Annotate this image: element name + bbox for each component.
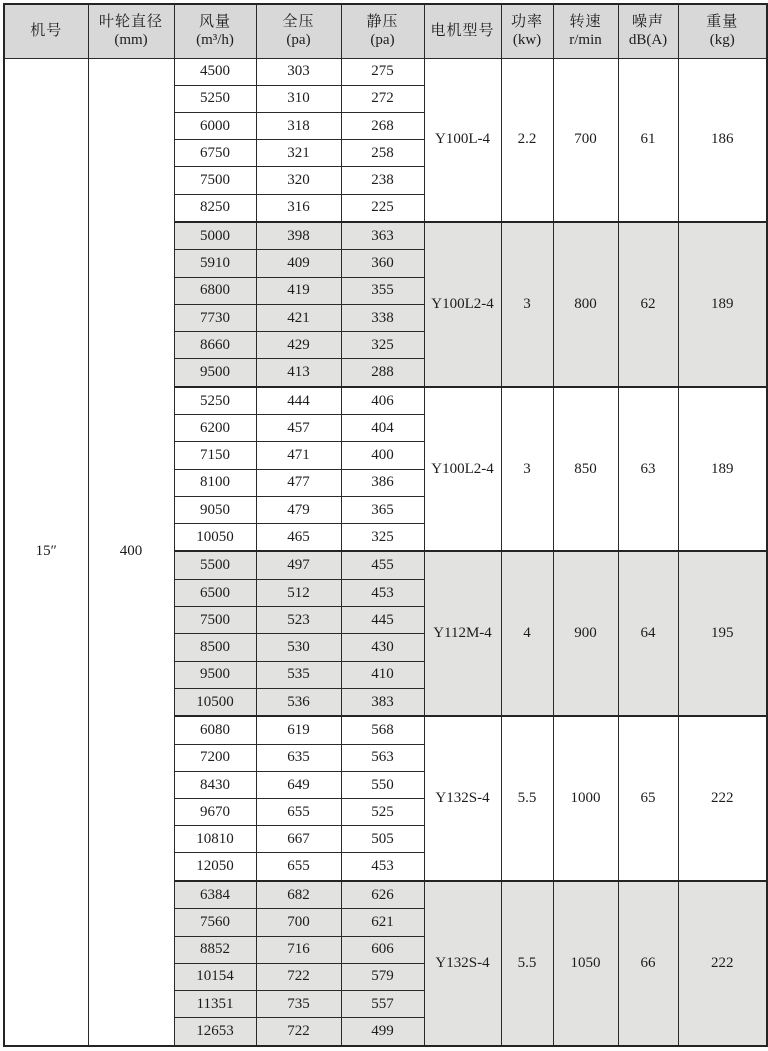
motor-model-cell: Y132S-4: [424, 881, 501, 1046]
airflow-cell: 6800: [174, 277, 256, 304]
total-pressure-cell: 320: [256, 167, 341, 194]
airflow-cell: 8250: [174, 194, 256, 222]
static-pressure-cell: 455: [341, 551, 424, 579]
static-pressure-cell: 568: [341, 716, 424, 744]
airflow-cell: 4500: [174, 58, 256, 85]
airflow-cell: 12653: [174, 1018, 256, 1046]
total-pressure-cell: 316: [256, 194, 341, 222]
total-pressure-cell: 303: [256, 58, 341, 85]
header-weight: [678, 4, 767, 58]
weight-cell: 222: [678, 716, 767, 881]
total-pressure-cell: 419: [256, 277, 341, 304]
static-pressure-cell: 238: [341, 167, 424, 194]
total-pressure-cell: 413: [256, 359, 341, 387]
machine-no-cell: 15″: [4, 58, 88, 1046]
airflow-cell: 6000: [174, 112, 256, 139]
header-label: 机号: [30, 22, 63, 39]
header-motor-model: [424, 4, 501, 58]
static-pressure-cell: 626: [341, 881, 424, 909]
airflow-cell: 6080: [174, 716, 256, 744]
static-pressure-cell: 275: [341, 58, 424, 85]
noise-cell: 65: [618, 716, 678, 881]
static-pressure-cell: 499: [341, 1018, 424, 1046]
power-cell: 4: [501, 551, 553, 716]
static-pressure-cell: 258: [341, 140, 424, 167]
static-pressure-cell: 363: [341, 222, 424, 250]
airflow-cell: 5250: [174, 387, 256, 415]
static-pressure-cell: 288: [341, 359, 424, 387]
total-pressure-cell: 398: [256, 222, 341, 250]
header-airflow: [174, 4, 256, 58]
header-unit: (m³/h): [196, 32, 234, 49]
noise-cell: 63: [618, 387, 678, 552]
airflow-cell: 12050: [174, 853, 256, 881]
airflow-cell: 5910: [174, 250, 256, 277]
noise-cell: 66: [618, 881, 678, 1046]
speed-cell: 800: [553, 222, 618, 387]
airflow-cell: 7200: [174, 744, 256, 771]
header-label: 风量: [198, 13, 231, 30]
total-pressure-cell: 429: [256, 332, 341, 359]
airflow-cell: 6384: [174, 881, 256, 909]
table-body: [4, 58, 767, 1046]
static-pressure-cell: 606: [341, 936, 424, 963]
header-label: 噪声: [631, 13, 664, 30]
header-label: 转速: [569, 13, 602, 30]
total-pressure-cell: 523: [256, 607, 341, 634]
airflow-cell: 11351: [174, 990, 256, 1017]
power-cell: 5.5: [501, 881, 553, 1046]
static-pressure-cell: 525: [341, 799, 424, 826]
total-pressure-cell: 479: [256, 496, 341, 523]
speed-cell: 1050: [553, 881, 618, 1046]
total-pressure-cell: 512: [256, 579, 341, 606]
airflow-cell: 7150: [174, 442, 256, 469]
impeller-diameter-cell: 400: [88, 58, 174, 1046]
weight-cell: 195: [678, 551, 767, 716]
header-power: [501, 4, 553, 58]
airflow-cell: 7730: [174, 304, 256, 331]
airflow-cell: 9670: [174, 799, 256, 826]
static-pressure-cell: 365: [341, 496, 424, 523]
speed-cell: 1000: [553, 716, 618, 881]
weight-cell: 189: [678, 222, 767, 387]
noise-cell: 62: [618, 222, 678, 387]
header-unit: (kg): [709, 32, 735, 49]
header-unit: dB(A): [628, 32, 668, 49]
total-pressure-cell: 530: [256, 634, 341, 661]
airflow-cell: 5500: [174, 551, 256, 579]
static-pressure-cell: 355: [341, 277, 424, 304]
power-cell: 5.5: [501, 716, 553, 881]
header-label: 全压: [282, 13, 315, 30]
total-pressure-cell: 655: [256, 853, 341, 881]
total-pressure-cell: 471: [256, 442, 341, 469]
total-pressure-cell: 465: [256, 524, 341, 552]
motor-model-cell: Y132S-4: [424, 716, 501, 881]
static-pressure-cell: 400: [341, 442, 424, 469]
static-pressure-cell: 550: [341, 771, 424, 798]
noise-cell: 64: [618, 551, 678, 716]
total-pressure-cell: 477: [256, 469, 341, 496]
power-cell: 3: [501, 222, 553, 387]
total-pressure-cell: 722: [256, 963, 341, 990]
airflow-cell: 8100: [174, 469, 256, 496]
total-pressure-cell: 497: [256, 551, 341, 579]
total-pressure-cell: 457: [256, 415, 341, 442]
motor-model-cell: Y112M-4: [424, 551, 501, 716]
total-pressure-cell: 635: [256, 744, 341, 771]
airflow-cell: 10154: [174, 963, 256, 990]
airflow-cell: 9050: [174, 496, 256, 523]
static-pressure-cell: 325: [341, 524, 424, 552]
airflow-cell: 7500: [174, 607, 256, 634]
header-noise: [618, 4, 678, 58]
total-pressure-cell: 655: [256, 799, 341, 826]
noise-cell: 61: [618, 58, 678, 222]
airflow-cell: 5250: [174, 85, 256, 112]
header-unit: r/min: [569, 32, 602, 49]
header-machine-no: [4, 4, 88, 58]
total-pressure-cell: 667: [256, 826, 341, 853]
spec-table: [3, 3, 768, 1047]
airflow-cell: 9500: [174, 661, 256, 688]
header-unit: (kw): [512, 32, 542, 49]
header-label: 重量: [706, 13, 739, 30]
total-pressure-cell: 735: [256, 990, 341, 1017]
static-pressure-cell: 404: [341, 415, 424, 442]
header-unit: (mm): [114, 32, 148, 49]
total-pressure-cell: 321: [256, 140, 341, 167]
total-pressure-cell: 722: [256, 1018, 341, 1046]
header-speed: [553, 4, 618, 58]
total-pressure-cell: 444: [256, 387, 341, 415]
airflow-cell: 8660: [174, 332, 256, 359]
table-row: [4, 58, 767, 85]
total-pressure-cell: 682: [256, 881, 341, 909]
weight-cell: 189: [678, 387, 767, 552]
total-pressure-cell: 649: [256, 771, 341, 798]
weight-cell: 222: [678, 881, 767, 1046]
speed-cell: 900: [553, 551, 618, 716]
total-pressure-cell: 318: [256, 112, 341, 139]
header-row: [4, 4, 767, 58]
airflow-cell: 10810: [174, 826, 256, 853]
header-unit: (pa): [370, 32, 395, 49]
header-impeller-diameter: [88, 4, 174, 58]
airflow-cell: 7500: [174, 167, 256, 194]
total-pressure-cell: 421: [256, 304, 341, 331]
static-pressure-cell: 579: [341, 963, 424, 990]
airflow-cell: 6750: [174, 140, 256, 167]
total-pressure-cell: 536: [256, 688, 341, 716]
airflow-cell: 6500: [174, 579, 256, 606]
total-pressure-cell: 409: [256, 250, 341, 277]
weight-cell: 186: [678, 58, 767, 222]
airflow-cell: 8430: [174, 771, 256, 798]
header-unit: (pa): [286, 32, 311, 49]
total-pressure-cell: 619: [256, 716, 341, 744]
airflow-cell: 9500: [174, 359, 256, 387]
static-pressure-cell: 563: [341, 744, 424, 771]
speed-cell: 700: [553, 58, 618, 222]
static-pressure-cell: 505: [341, 826, 424, 853]
static-pressure-cell: 406: [341, 387, 424, 415]
total-pressure-cell: 310: [256, 85, 341, 112]
static-pressure-cell: 225: [341, 194, 424, 222]
total-pressure-cell: 535: [256, 661, 341, 688]
airflow-cell: 10500: [174, 688, 256, 716]
static-pressure-cell: 410: [341, 661, 424, 688]
total-pressure-cell: 716: [256, 936, 341, 963]
static-pressure-cell: 360: [341, 250, 424, 277]
header-label: 功率: [510, 13, 543, 30]
header-label: 叶轮直径: [98, 13, 163, 30]
motor-model-cell: Y100L2-4: [424, 387, 501, 552]
motor-model-cell: Y100L-4: [424, 58, 501, 222]
airflow-cell: 7560: [174, 909, 256, 936]
static-pressure-cell: 268: [341, 112, 424, 139]
header-label: 静压: [366, 13, 399, 30]
static-pressure-cell: 445: [341, 607, 424, 634]
airflow-cell: 6200: [174, 415, 256, 442]
airflow-cell: 5000: [174, 222, 256, 250]
header-static-pressure: [341, 4, 424, 58]
static-pressure-cell: 338: [341, 304, 424, 331]
static-pressure-cell: 557: [341, 990, 424, 1017]
header-total-pressure: [256, 4, 341, 58]
power-cell: 2.2: [501, 58, 553, 222]
static-pressure-cell: 430: [341, 634, 424, 661]
power-cell: 3: [501, 387, 553, 552]
static-pressure-cell: 386: [341, 469, 424, 496]
motor-model-cell: Y100L2-4: [424, 222, 501, 387]
total-pressure-cell: 700: [256, 909, 341, 936]
static-pressure-cell: 272: [341, 85, 424, 112]
static-pressure-cell: 383: [341, 688, 424, 716]
table-header: [4, 4, 767, 58]
airflow-cell: 10050: [174, 524, 256, 552]
airflow-cell: 8852: [174, 936, 256, 963]
static-pressure-cell: 453: [341, 853, 424, 881]
airflow-cell: 8500: [174, 634, 256, 661]
header-label: 电机型号: [430, 22, 495, 39]
speed-cell: 850: [553, 387, 618, 552]
static-pressure-cell: 325: [341, 332, 424, 359]
static-pressure-cell: 621: [341, 909, 424, 936]
static-pressure-cell: 453: [341, 579, 424, 606]
